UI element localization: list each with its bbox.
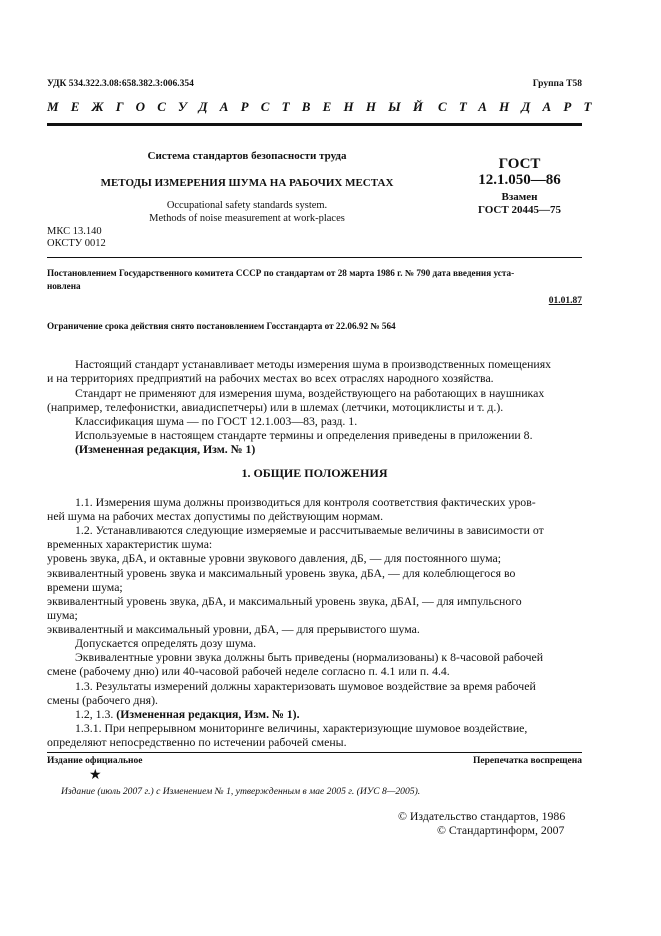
amendment-ref: 1.2, 1.3. [75, 707, 114, 721]
equivalent-line1: Эквивалентные уровни звука должны быть приведены (нормализованы) к 8-часовой рабочей [75, 650, 544, 664]
english-title-line2: Methods of noise measurement at work-places [149, 213, 345, 224]
copyright-2007: © Стандартинформ, 2007 [437, 823, 565, 837]
s13-line2: смены (рабочего дня). [47, 693, 158, 707]
value-impulse-line2: шума; [47, 608, 78, 622]
intro-p3: Классификация шума — по ГОСТ 12.1.003—83, разд. 1. [75, 414, 358, 428]
value-impulse-line1: эквивалентный уровень звука, дБА, и максимальный уровень звука, дБAI, — для импульсного [47, 594, 522, 608]
header-rule [47, 123, 582, 126]
section1-heading: 1. ОБЩИЕ ПОЛОЖЕНИЯ [241, 466, 388, 480]
s12-line1: 1.2. Устанавливаются следующие измеряемые и рассчитываемые величины в зависимости от [75, 523, 544, 537]
intro-amendment: (Измененная редакция, Изм. № 1) [75, 442, 256, 456]
dose-note: Допускается определять дозу шума. [75, 636, 257, 650]
gost-number: 12.1.050—86 [478, 172, 561, 188]
intro-p4: Используемые в настоящем стандарте термины и определения приведены в приложении 8. [75, 428, 533, 442]
mks-code: МКС 13.140 [47, 226, 102, 237]
limitation-note: Ограничение срока действия снято постановлением Госстандарта от 22.06.92 № 564 [47, 321, 396, 331]
group-code: Группа Т58 [532, 79, 582, 89]
english-title-line1: Occupational safety standards system. [166, 200, 328, 211]
replaces-standard: ГОСТ 20445—75 [478, 204, 561, 216]
replaces-label: Взамен [501, 191, 538, 203]
effective-date: 01.01.87 [548, 296, 582, 306]
amendment-text: (Измененная редакция, Изм. № 1). [116, 707, 300, 721]
decree-line2: новлена [47, 281, 81, 291]
s131-line2: определяют непосредственно по истечении рабочей смены. [47, 735, 347, 749]
value-fluctuating-line2: времени шума; [47, 580, 123, 594]
banner-right: СТАНДАРТ [438, 99, 604, 114]
reprint-prohibited: Перепечатка воспрещена [472, 756, 582, 766]
value-fluctuating-line1: эквивалентный уровень звука и максимальный уровень звука, дБА, — для колеблющегося во [47, 566, 516, 580]
s13-line1: 1.3. Результаты измерений должны характеризовать шумовое воздействие за время рабочей [75, 679, 536, 693]
banner-left: МЕЖГОСУДАРСТВЕННЫЙ [47, 99, 436, 114]
document-title: МЕТОДЫ ИЗМЕРЕНИЯ ШУМА НА РАБОЧИХ МЕСТАХ [100, 177, 394, 189]
equivalent-line2: смене (рабочему дню) или 40-часовой рабочей неделе согласно п. 4.1 или п. 4.4. [47, 664, 450, 678]
s12-line2: временных характеристик шума: [47, 537, 213, 551]
intro-p1-line1: Настоящий стандарт устанавливает методы измерения шума в производственных помещениях [75, 357, 552, 371]
s11-line2: ней шума на рабочих местах допустимы по действующим нормам. [47, 509, 384, 523]
official-edition: Издание официальное [47, 756, 143, 766]
title-rule [47, 257, 582, 258]
s11-line1: 1.1. Измерения шума должны производиться для контроля соответствия фактических уров- [75, 495, 536, 509]
star-icon: ★ [89, 768, 102, 783]
copyright-1986: © Издательство стандартов, 1986 [398, 809, 566, 823]
okstu-code: ОКСТУ 0012 [47, 238, 106, 249]
intro-p2-line2: (например, телефонистки, авиадиспетчеры) или в шлемах (летчики, мотоциклисты и т. д.). [47, 400, 504, 414]
intro-p1-line2: и на территориях предприятий на рабочих местах во всех отраслях народного хозяйства. [47, 371, 494, 385]
footer-rule [47, 752, 582, 753]
gost-label: ГОСТ [498, 156, 541, 172]
edition-note: Издание (июль 2007 г.) с Изменением № 1, утвержденным в мае 2005 г. (ИУС 8—2005). [61, 786, 421, 797]
s131-line1: 1.3.1. При непрерывном мониторинге величины, характеризующие шумовое воздействие, [75, 721, 528, 735]
udk-code: УДК 534.322.3.08:658.382.3:006.354 [47, 79, 194, 89]
amendment-note [75, 707, 300, 721]
system-name: Система стандартов безопасности труда [147, 150, 347, 162]
decree-line1: Постановлением Государственного комитета СССР по стандартам от 28 марта 1986 г. № 790 дата введения уста- [47, 268, 515, 278]
value-constant-noise: уровень звука, дБА, и октавные уровни звукового давления, дБ, — для постоянного шума; [47, 551, 502, 565]
value-intermittent: эквивалентный и максимальный уровни, дБА, — для прерывистого шума. [47, 622, 420, 636]
intro-p2-line1: Стандарт не применяют для измерения шума, воздействующего на работающих в наушниках [75, 386, 545, 400]
